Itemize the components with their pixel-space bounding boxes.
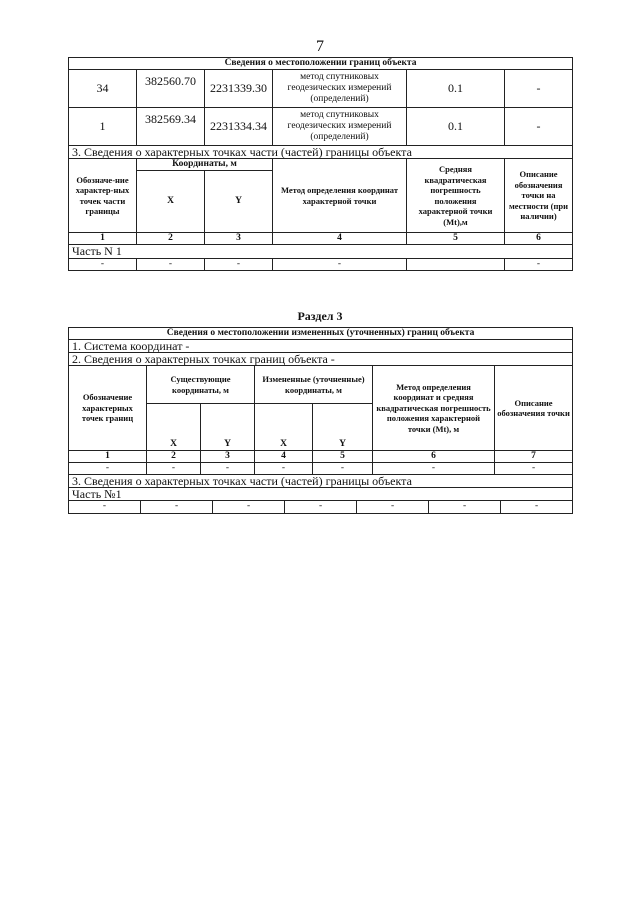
header-method: Метод определения координат характерной точки	[273, 159, 407, 233]
cell	[407, 259, 505, 271]
column-numbers-row	[69, 451, 573, 463]
header-changed-coords: Измененные (уточненные) координаты, м	[255, 366, 373, 404]
method: метод спутниковых геодезических измерений (определений)	[273, 70, 407, 108]
table-changed-boundaries	[68, 327, 573, 514]
mt-value: 0.1	[407, 70, 505, 108]
coord-y: 2231334.34	[205, 108, 273, 146]
col-number: 4	[255, 451, 313, 463]
description: -	[505, 70, 573, 108]
table2-title: Сведения о местоположении измененных (уточненных) границ объекта	[69, 328, 573, 340]
cell: -	[255, 463, 313, 475]
point-id: 1	[69, 108, 137, 146]
part-label: Часть N 1	[69, 245, 573, 259]
cell: -	[137, 259, 205, 271]
col-number: 1	[69, 451, 147, 463]
coord-x: 382560.70	[137, 70, 205, 108]
header-designation: Обозначение характерных точек границ	[69, 366, 147, 451]
cell: -	[285, 501, 357, 513]
header-description: Описание обозначения точки на местности (при наличии)	[505, 159, 573, 233]
part-label: Часть №1	[69, 488, 573, 501]
cell: -	[213, 501, 285, 513]
col-number: 7	[495, 451, 573, 463]
table-row	[69, 108, 573, 146]
cell: -	[313, 463, 373, 475]
section-3-label: 3. Сведения о характерных точках части (частей) границы объекта	[69, 146, 573, 159]
coord-x: 382569.34	[137, 108, 205, 146]
col-number: 4	[273, 233, 407, 245]
header-x: X	[147, 404, 201, 451]
cell: -	[495, 463, 573, 475]
coord-y: 2231339.30	[205, 70, 273, 108]
description: -	[505, 108, 573, 146]
cell: -	[273, 259, 407, 271]
point-id: 34	[69, 70, 137, 108]
section-3-label: 3. Сведения о характерных точках части (частей) границы объекта	[69, 475, 573, 488]
table-row	[69, 501, 573, 514]
cell: -	[505, 259, 573, 271]
header-coords: Координаты, м	[137, 159, 273, 171]
col-number: 6	[505, 233, 573, 245]
header-designation: Обозначе-ние характер-ных точек части границы	[69, 159, 137, 233]
header-description: Описание обозначения точки	[495, 366, 573, 451]
header-x: X	[255, 404, 313, 451]
header-y: Y	[201, 404, 255, 451]
cell: -	[141, 501, 213, 513]
header-method: Метод определения координат и средняя квадратическая погрешность положения характерной точки (Mt), м	[373, 366, 495, 451]
header-y: Y	[313, 404, 373, 451]
table-boundaries	[68, 57, 573, 271]
header-mt: Средняя квадратическая погрешность положения характерной точки (Mt),м	[407, 159, 505, 233]
cell: -	[201, 463, 255, 475]
cell: -	[147, 463, 201, 475]
section-title: Раздел 3	[297, 309, 343, 323]
cell: -	[205, 259, 273, 271]
col-number: 2	[137, 233, 205, 245]
table-row	[69, 259, 573, 271]
method: метод спутниковых геодезических измерений (определений)	[273, 108, 407, 146]
table-row	[69, 70, 573, 108]
column-numbers-row	[69, 233, 573, 245]
cell: -	[357, 501, 429, 513]
table-row	[69, 463, 573, 475]
cell: -	[535, 501, 539, 511]
header-existing-coords: Существующие координаты, м	[147, 366, 255, 404]
cell: -	[69, 463, 147, 475]
cell: -	[373, 463, 495, 475]
coordinate-system-line: 1. Система координат -	[69, 340, 573, 353]
points-info-line: 2. Сведения о характерных точках границ объекта -	[69, 353, 573, 366]
col-number: 3	[205, 233, 273, 245]
header-y: Y	[205, 171, 273, 233]
page-number: 7	[316, 38, 324, 55]
col-number: 5	[313, 451, 373, 463]
header-x: X	[137, 171, 205, 233]
col-number: 6	[373, 451, 495, 463]
col-number: 5	[407, 233, 505, 245]
cell: -	[69, 259, 137, 271]
col-number: 2	[147, 451, 201, 463]
col-number: 3	[201, 451, 255, 463]
cell: -	[429, 501, 501, 513]
col-number: 1	[69, 233, 137, 245]
table1-title: Сведения о местоположении границ объекта	[69, 58, 573, 70]
cell: -	[69, 501, 141, 513]
mt-value: 0.1	[407, 108, 505, 146]
